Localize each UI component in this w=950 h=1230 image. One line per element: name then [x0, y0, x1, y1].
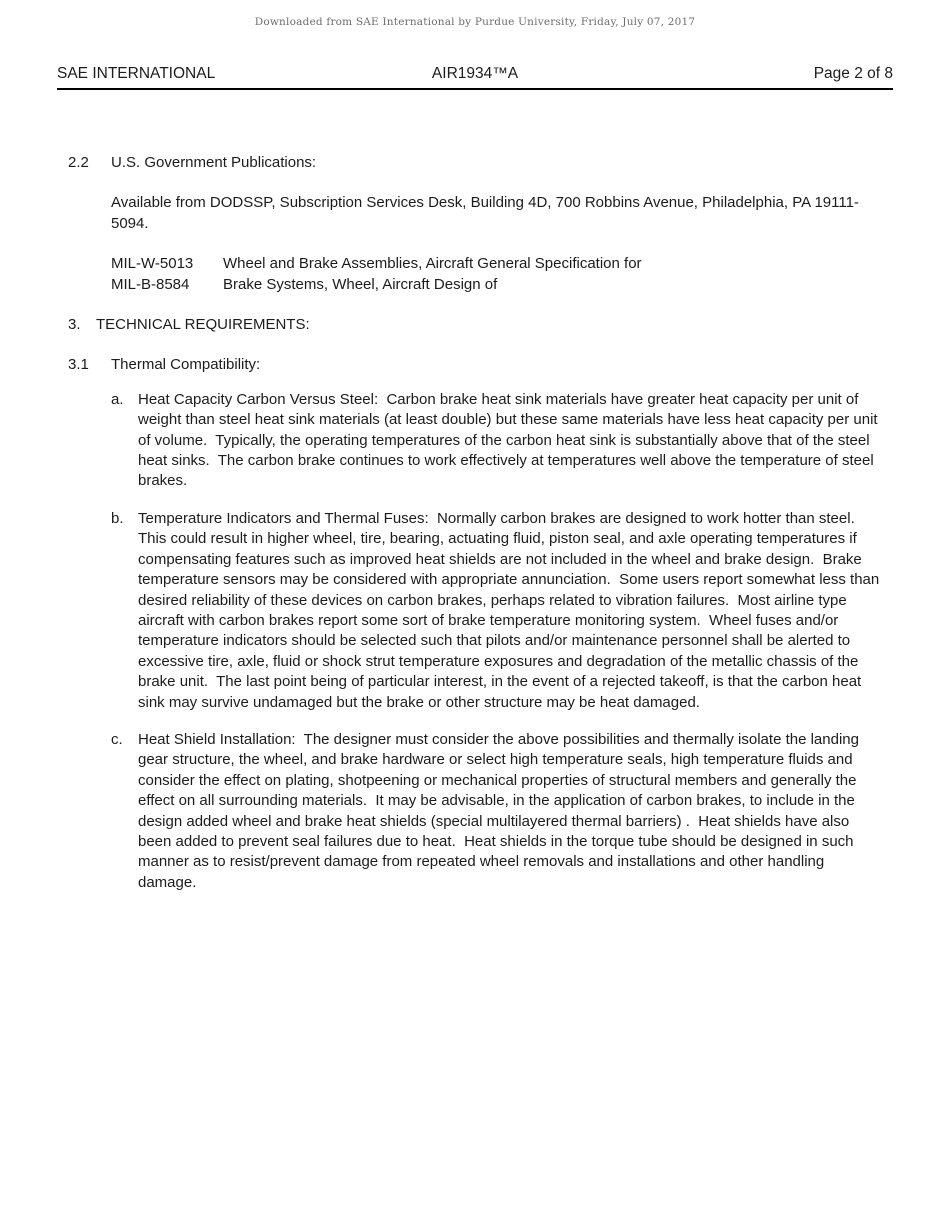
section-3-1-title: Thermal Compatibility:	[111, 356, 261, 374]
list-item-b	[111, 509, 884, 713]
publication-row	[111, 275, 880, 295]
publication-row	[111, 254, 880, 274]
availability-paragraph: Available from DODSSP, Subscription Services Desk, Building 4D, 700 Robbins Avenue, Philadelphia, PA 19111-5094.	[111, 194, 859, 232]
section-2-2-number: 2.2	[68, 154, 89, 171]
item-letter: c.	[111, 730, 123, 748]
section-2-2-title: U.S. Government Publications:	[111, 154, 317, 171]
publication-code: MIL-W-5013	[111, 255, 194, 273]
list-item-c	[111, 730, 880, 893]
item-text: Temperature Indicators and Thermal Fuses: Normally carbon brakes are designed to work hotter than steel. This could result in higher wheel, tire, bearing, actuating fluid, piston seal, and axle operating temperatures if compensating features such as improved heat shields are not included in the wheel and brake design. Brake temperature sensors may be considered with appropriate annunciation. Some users report somewhat less than desired reliability of these devices on carbon brakes, perhaps related to vibration failures. Most airline type aircraft with carbon brakes report some sort of brake temperature monitoring system. Wheel fuses and/or temperature indicators should be selected such that pilots and/or maintenance personnel shall be alerted to excessive tire, axle, fluid or shock strut temperature exposures and degradation of the metallic chassis of the brake unit. The last point being of particular interest, in the event of a rejected takeoff, is that the carbon heat sink may survive undamaged but the brake or other structure may be heat damaged.	[138, 509, 884, 711]
download-watermark: Downloaded from SAE International by Purdue University, Friday, July 07, 2017	[254, 16, 696, 28]
publications-list	[111, 254, 880, 295]
section-2-2-heading	[68, 153, 880, 173]
item-letter: b.	[111, 509, 124, 527]
list-item-a	[111, 390, 880, 492]
publication-title: Brake Systems, Wheel, Aircraft Design of	[223, 275, 498, 293]
section-3-number: 3.	[68, 316, 81, 334]
section-3-title: TECHNICAL REQUIREMENTS:	[96, 316, 310, 334]
section-3-1-number: 3.1	[68, 356, 89, 374]
section-3-heading	[68, 315, 880, 335]
lettered-items-list	[111, 390, 884, 893]
publication-code: MIL-B-8584	[111, 275, 190, 293]
document-body	[0, 90, 950, 893]
section-3-1-heading	[68, 355, 880, 375]
item-text: Heat Shield Installation: The designer must consider the above possibilities and thermally isolate the landing gear structure, the wheel, and brake hardware or select high temperature seals, high temperature fluids and consider the effect on plating, shotpeening or mechanical properties of structural members and generally the effect on all surrounding materials. It may be advisable, in the application of carbon brakes, to include in the design added wheel and brake heat shields (special multilayered thermal barriers) . Heat shields have also been added to prevent seal failures due to heat. Heat shields in the torque tube should be designed in such manner as to resist/prevent damage from repeated wheel removals and installations and other handling damage.	[138, 730, 864, 891]
publication-title: Wheel and Brake Assemblies, Aircraft General Specification for	[223, 255, 642, 273]
header-page-number: Page 2 of 8	[813, 65, 894, 82]
header-document-number: AIR1934™A	[431, 65, 519, 82]
item-letter: a.	[111, 390, 124, 408]
header-organization: SAE INTERNATIONAL	[57, 65, 216, 82]
item-text: Heat Capacity Carbon Versus Steel: Carbon brake heat sink materials have greater heat capacity per unit of weight than steel heat sink materials (at least double) but these same materials have less heat capacity per unit of volume. Typically, the operating temperatures of the carbon heat sink is substantially above that of the steel heat sinks. The carbon brake continues to work effectively at temperatures well above the temperature of steel brakes.	[138, 390, 882, 490]
page-header	[57, 65, 893, 90]
